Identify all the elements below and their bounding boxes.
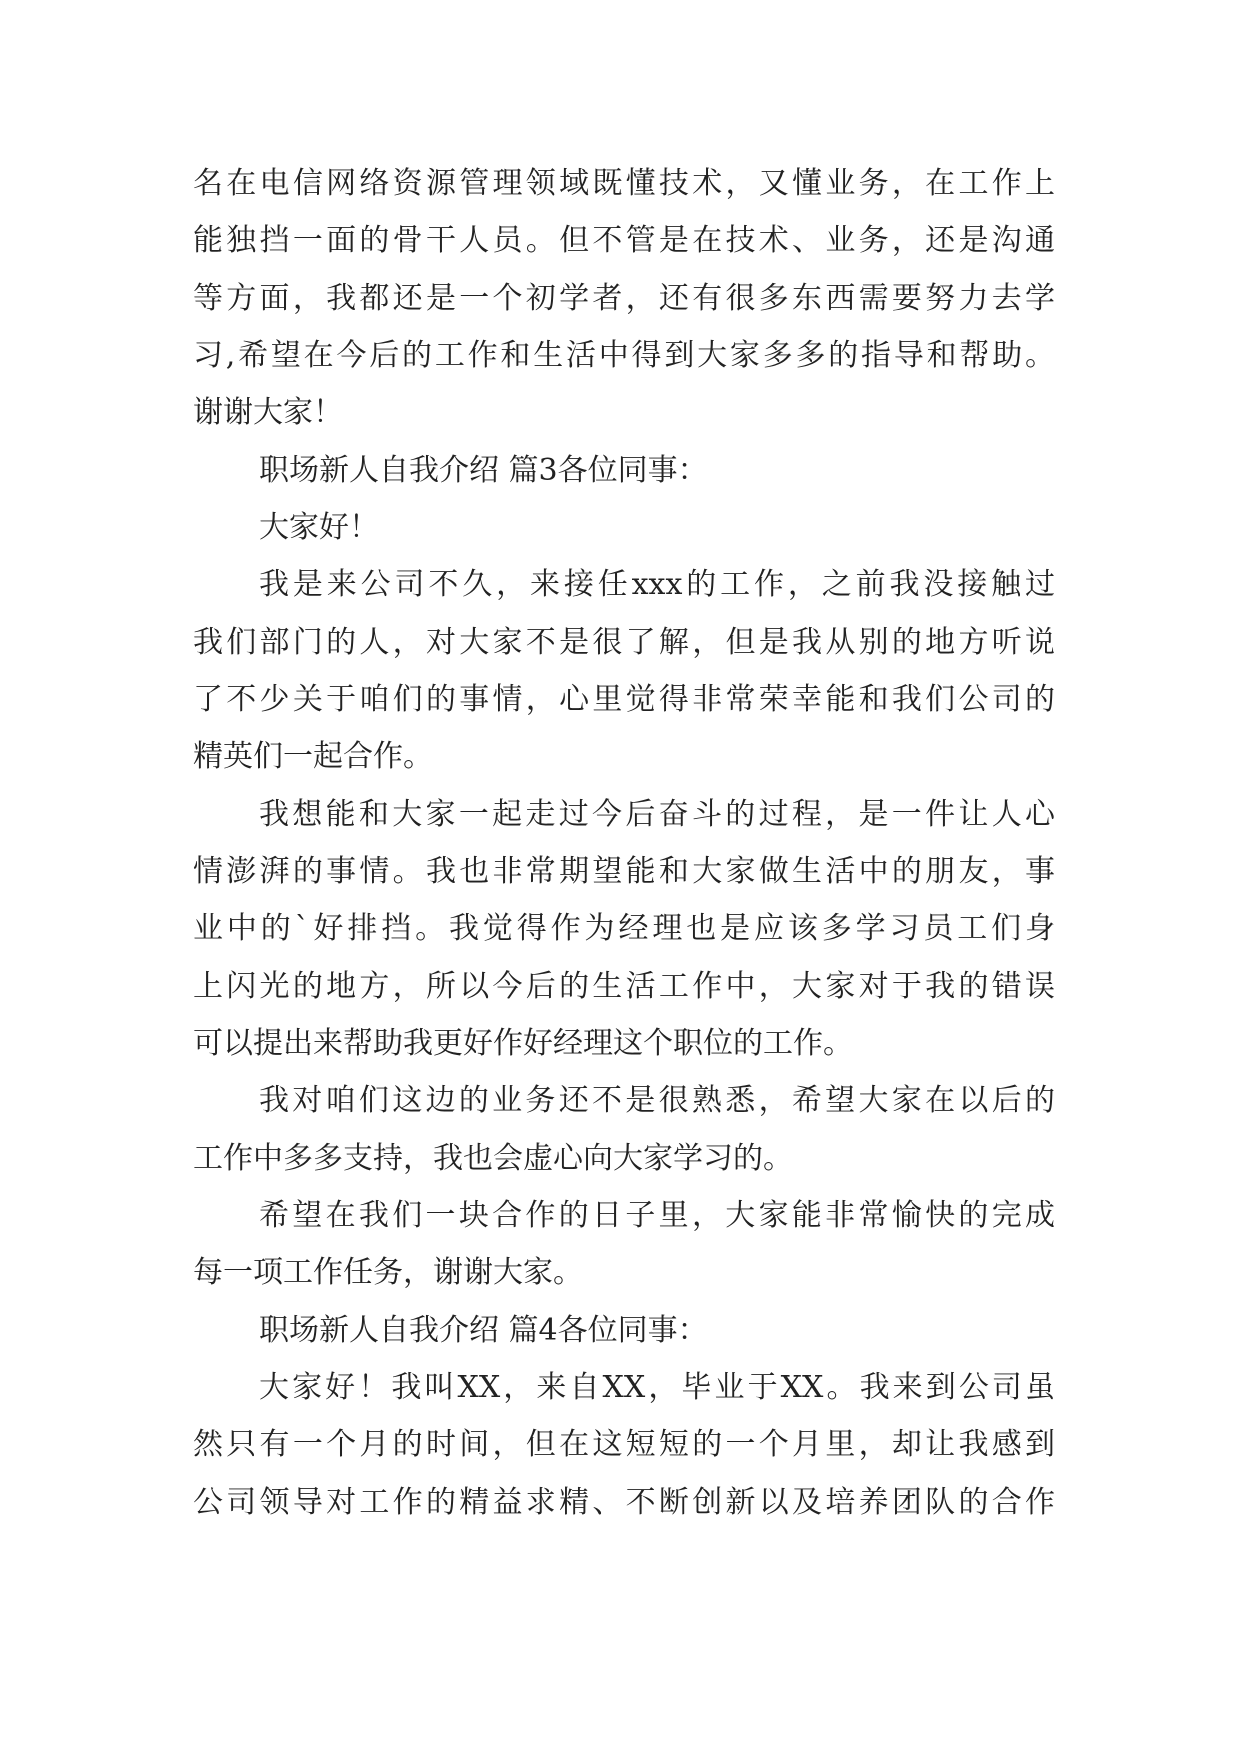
text-line: 工作中多多支持，我也会虚心向大家学习的。 [193,1141,793,1176]
section-heading: 职场新人自我介绍 篇3各位同事： [259,453,708,488]
section-heading: 职场新人自我介绍 篇4各位同事： [259,1313,708,1348]
text-line: 我对咱们这边的业务还不是很熟悉，希望大家在以后的 [259,1083,1055,1118]
text-line: 每一项工作任务，谢谢大家。 [193,1255,583,1290]
text-line: 能独挡一面的骨干人员。但不管是在技术、业务，还是沟通 [193,223,1055,258]
text-line: 可以提出来帮助我更好作好经理这个职位的工作。 [193,1026,853,1061]
document-page [193,0,1055,1754]
text-line: 上闪光的地方，所以今后的生活工作中，大家对于我的错误 [193,969,1055,1004]
text-line: 希望在我们一块合作的日子里，大家能非常愉快的完成 [259,1198,1055,1233]
text-line: 公司领导对工作的精益求精、不断创新以及培养团队的合作 [193,1485,1055,1520]
text-line: 我是来公司不久，来接任xxx的工作，之前我没接触过 [259,567,1055,602]
text-line: 我想能和大家一起走过今后奋斗的过程，是一件让人心 [259,797,1055,832]
text-line: 习,希望在今后的工作和生活中得到大家多多的指导和帮助。 [193,338,1055,373]
text-line: 谢谢大家！ [193,395,343,430]
text-line: 情澎湃的事情。我也非常期望能和大家做生活中的朋友，事 [193,854,1055,889]
text-line: 大家好！我叫XX，来自XX，毕业于XX。我来到公司虽 [259,1370,1055,1405]
text-line: 然只有一个月的时间，但在这短短的一个月里，却让我感到 [193,1427,1055,1462]
text-line: 了不少关于咱们的事情，心里觉得非常荣幸能和我们公司的 [193,682,1055,717]
text-line: 业中的`好排挡。我觉得作为经理也是应该多学习员工们身 [193,911,1055,946]
text-line: 精英们一起合作。 [193,739,433,774]
text-line: 我们部门的人，对大家不是很了解，但是我从别的地方听说 [193,625,1055,660]
greeting: 大家好！ [259,510,379,545]
text-line: 名在电信网络资源管理领域既懂技术，又懂业务，在工作上 [193,166,1055,201]
text-line: 等方面，我都还是一个初学者，还有很多东西需要努力去学 [193,281,1055,316]
